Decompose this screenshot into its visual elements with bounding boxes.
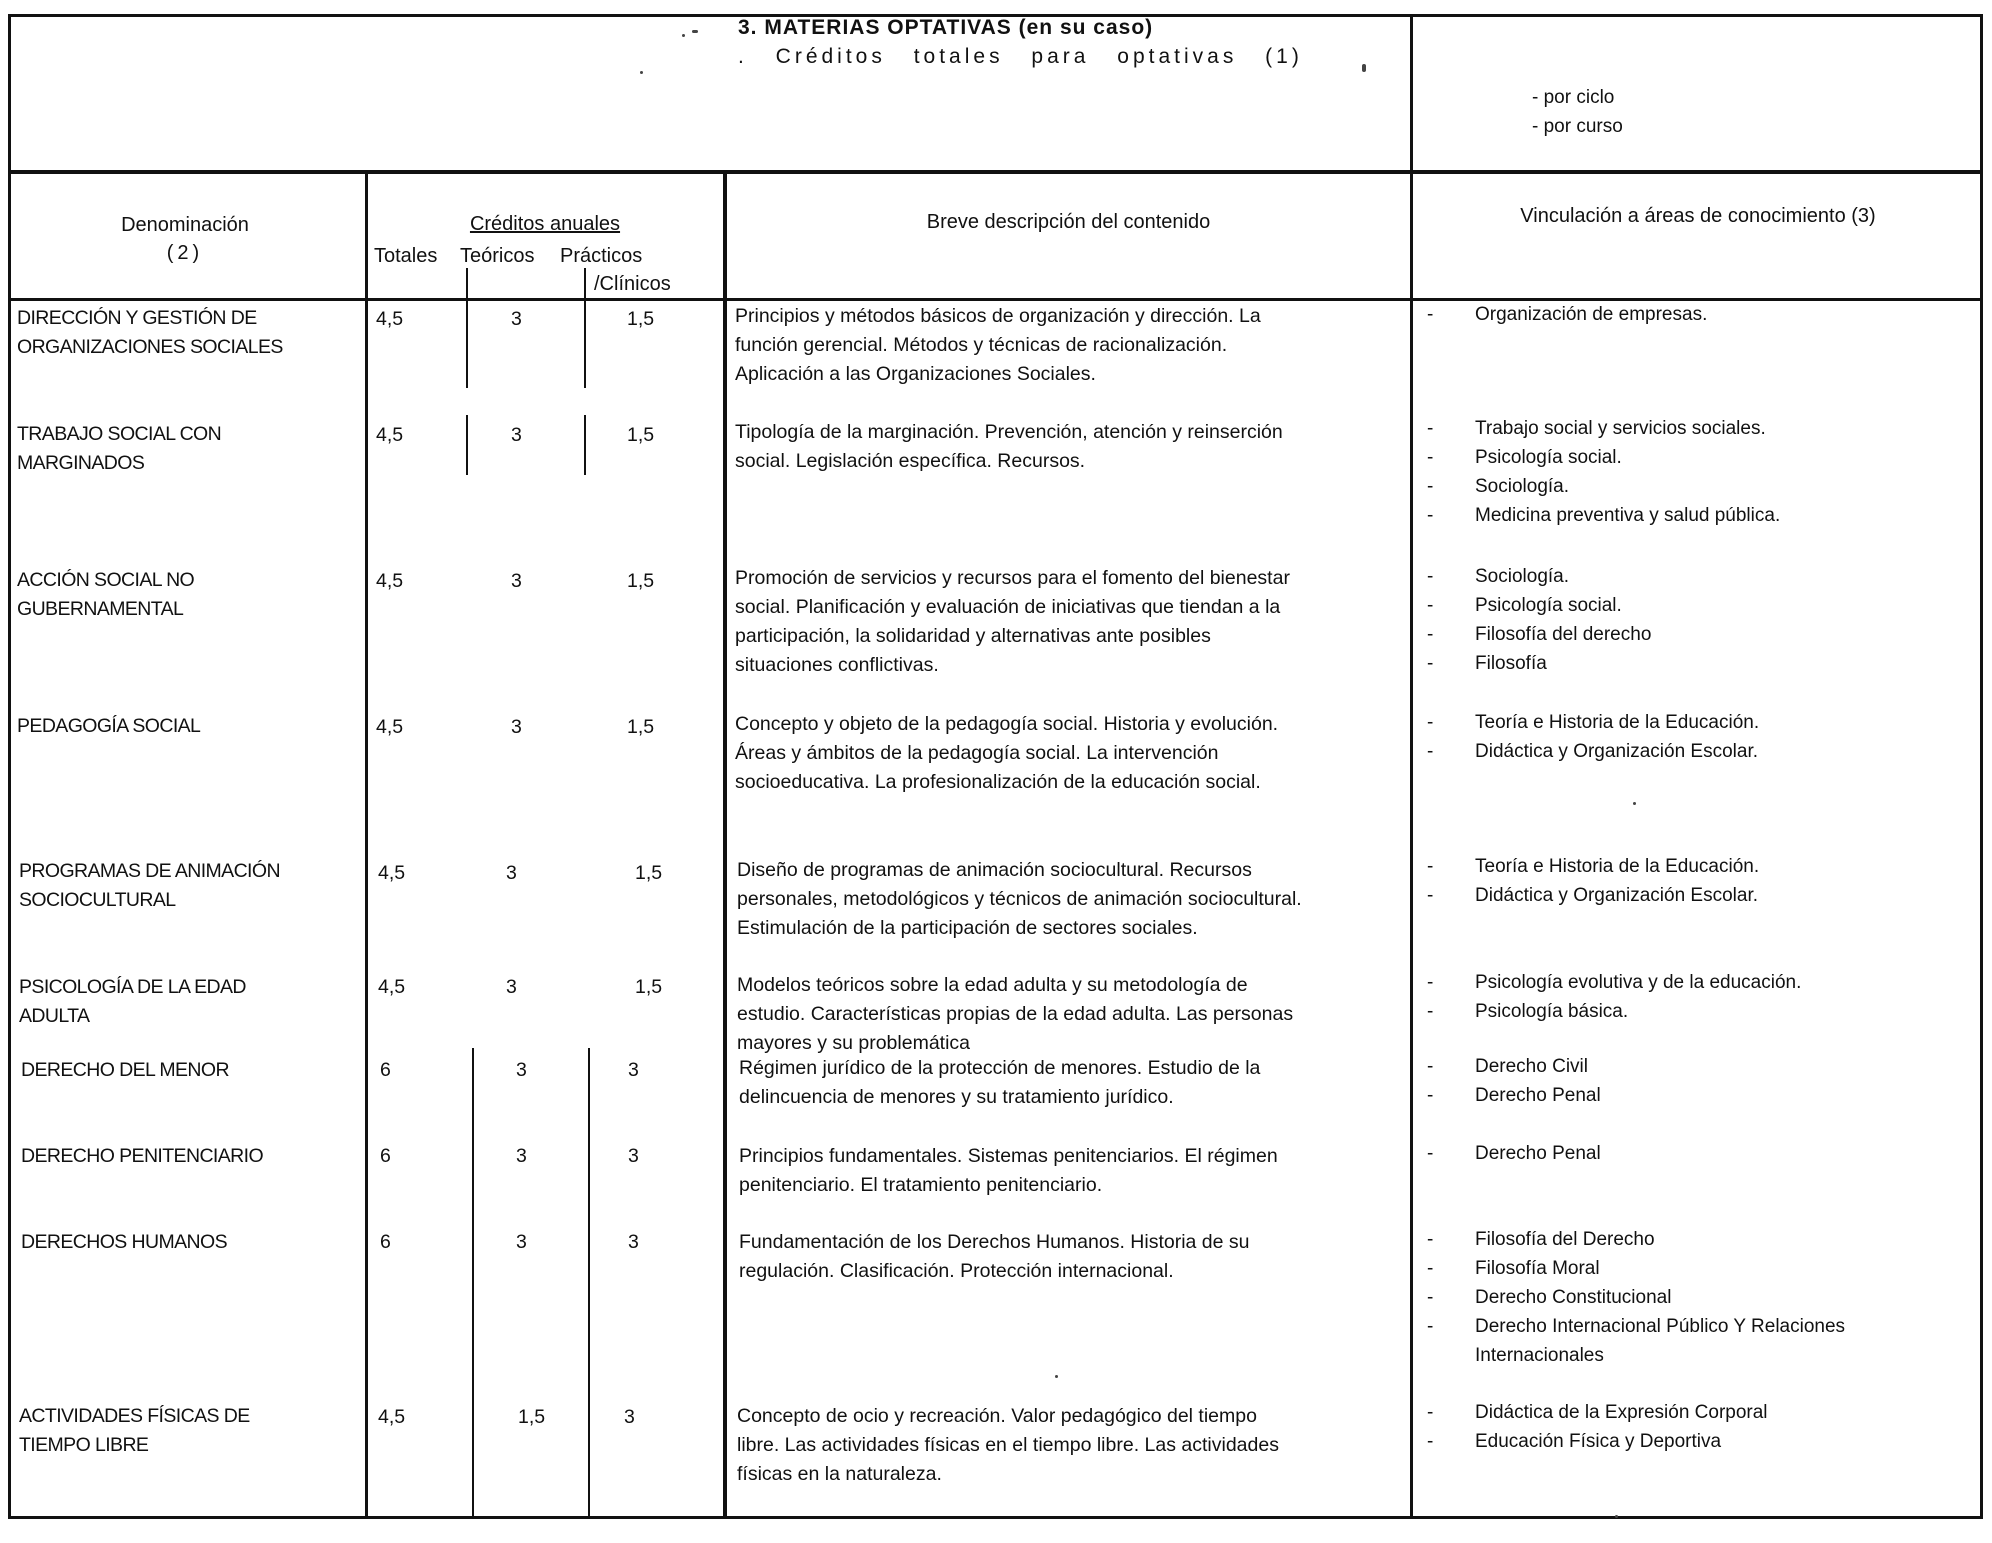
scan-speck (692, 30, 698, 33)
areas-header: Vinculación a áreas de conocimiento (3) (1520, 205, 1876, 227)
row-areas: - Didáctica de la Expresión Corporal - Educación Física y Deportiva (1427, 1398, 1768, 1456)
row-areas: - Psicología evolutiva y de la educación. - Psicología básica. (1427, 968, 1801, 1026)
row-totals: 4,5 (378, 862, 406, 884)
header-divider (8, 170, 1983, 174)
row-practical: 3 (628, 1059, 639, 1081)
clinical-header: /Clínicos (594, 273, 671, 295)
credits-subdivider (584, 300, 586, 388)
row-theory: 3 (506, 976, 517, 998)
row-description: Concepto de ocio y recreación. Valor pedagógico del tiempo libre. Las actividades físicas en el tiempo libre. Las actividades físicas en la naturaleza. (737, 1405, 1279, 1485)
row-areas: - Teoría e Historia de la Educación. - Didáctica y Organización Escolar. (1427, 852, 1759, 910)
row-areas: - Derecho Penal (1427, 1139, 1601, 1168)
row-totals: 4,5 (376, 716, 404, 738)
scan-speck (1615, 1515, 1618, 1518)
row-description: Promoción de servicios y recursos para el fomento del bienestar social. Planificación y evaluación de iniciativas que tiendan a la participación, la solidaridad y alternativas ante posibles situaciones conflictivas. (735, 567, 1290, 676)
row-theory: 3 (511, 570, 522, 592)
row-areas: - Teoría e Historia de la Educación. - Didáctica y Organización Escolar. (1427, 708, 1759, 766)
table-row-name: ACTIVIDADES FÍSICAS DE TIEMPO LIBRE (19, 1405, 250, 1456)
row-theory: 3 (516, 1231, 527, 1253)
annual-credits-header: Créditos anuales (469, 213, 621, 235)
row-totals: 4,5 (376, 308, 404, 330)
row-areas: - Organización de empresas. (1427, 300, 1707, 329)
per-course-label: - por curso (1532, 116, 1623, 137)
table-row-name: DERECHOS HUMANOS (21, 1231, 228, 1253)
row-totals: 4,5 (378, 976, 406, 998)
row-areas: - Derecho Civil - Derecho Penal (1427, 1052, 1601, 1110)
credits-column-divider (723, 172, 727, 1519)
row-description: Diseño de programas de animación sociocultural. Recursos personales, metodológicos y técnicos de animación sociocultural. Estimulación de la participación de sectores sociales. (737, 859, 1302, 939)
description-column-divider (1410, 172, 1413, 1519)
totals-header: Totales (374, 245, 438, 267)
row-practical: 1,5 (627, 716, 655, 738)
row-theory: 3 (511, 308, 522, 330)
scan-speck (640, 71, 643, 74)
credits-underline (466, 298, 476, 301)
credits-subdivider (588, 1048, 590, 1519)
row-practical: 1,5 (627, 308, 655, 330)
row-practical: 1,5 (635, 976, 663, 998)
scan-speck (682, 34, 685, 37)
table-row-name: PEDAGOGÍA SOCIAL (17, 715, 201, 737)
row-totals: 6 (380, 1145, 391, 1167)
row-areas: - Filosofía del Derecho - Filosofía Moral - Derecho Constitucional - Derecho Internacional Público Y Relaciones Internacionales (1427, 1225, 1947, 1370)
row-practical: 1,5 (627, 424, 655, 446)
row-totals: 4,5 (376, 424, 404, 446)
row-practical: 3 (628, 1145, 639, 1167)
credits-subdivider (466, 415, 468, 475)
credits-subdivider (466, 300, 468, 388)
denomination-header: Denominación (121, 214, 249, 236)
table-row-name: DIRECCIÓN Y GESTIÓN DE ORGANIZACIONES SOCIALES (17, 307, 283, 358)
row-description: Principios fundamentales. Sistemas penitenciarios. El régimen penitenciario. El tratamiento penitenciario. (739, 1145, 1278, 1196)
row-totals: 4,5 (378, 1406, 406, 1428)
credits-subdivider (466, 268, 468, 300)
row-practical: 3 (628, 1231, 639, 1253)
scan-speck (1362, 64, 1366, 72)
theory-header: Teóricos (460, 245, 535, 267)
row-theory: 3 (506, 862, 517, 884)
row-description: Régimen jurídico de la protección de menores. Estudio de la delincuencia de menores y su tratamiento jurídico. (739, 1057, 1261, 1108)
row-areas: - Trabajo social y servicios sociales. - Psicología social. - Sociología. - Medicina preventiva y salud pública. (1427, 414, 1780, 530)
table-row-name: PROGRAMAS DE ANIMACIÓN SOCIOCULTURAL (19, 860, 280, 911)
section-title: 3. MATERIAS OPTATIVAS (en su caso) (738, 16, 1154, 39)
optional-credits-label: . Créditos totales para optativas (1) (738, 45, 1303, 68)
row-theory: 3 (511, 424, 522, 446)
row-theory: 3 (516, 1145, 527, 1167)
denomination-note: (2) (166, 242, 204, 264)
row-practical: 1,5 (627, 570, 655, 592)
table-row-name: DERECHO PENITENCIARIO (21, 1145, 264, 1167)
table-row-name: DERECHO DEL MENOR (21, 1059, 229, 1081)
row-practical: 1,5 (635, 862, 663, 884)
credits-subdivider (584, 415, 586, 475)
credits-subdivider (472, 1048, 474, 1519)
row-areas: - Sociología. - Psicología social. - Filosofía del derecho - Filosofía (1427, 562, 1651, 678)
table-row-name: ACCIÓN SOCIAL NO GUBERNAMENTAL (17, 569, 195, 620)
top-right-divider (1410, 14, 1413, 172)
row-description: Tipología de la marginación. Prevención, atención y reinserción social. Legislación específica. Recursos. (735, 421, 1283, 472)
scan-speck (1055, 1375, 1058, 1378)
row-totals: 6 (380, 1059, 391, 1081)
credits-subdivider (584, 268, 586, 300)
table-row-name: TRABAJO SOCIAL CON MARGINADOS (17, 423, 222, 474)
table-row-name: PSICOLOGÍA DE LA EDAD ADULTA (19, 976, 246, 1027)
row-practical: 3 (624, 1406, 635, 1428)
practical-header: Prácticos (560, 245, 643, 267)
row-description: Concepto y objeto de la pedagogía social. Historia y evolución. Áreas y ámbitos de la pedagogía social. La intervención socioeducativa. La profesionalización de la educación social. (735, 713, 1279, 793)
per-cycle-label: - por ciclo (1532, 87, 1615, 108)
row-description: Principios y métodos básicos de organización y dirección. La función gerencial. Métodos y técnicas de racionalización. Aplicación a las Organizaciones Sociales. (735, 305, 1261, 385)
row-theory: 3 (516, 1059, 527, 1081)
row-theory: 1,5 (518, 1406, 546, 1428)
row-description: Fundamentación de los Derechos Humanos. Historia de su regulación. Clasificación. Protección internacional. (739, 1231, 1250, 1282)
name-column-divider (365, 172, 368, 1519)
scan-speck (1633, 802, 1636, 805)
row-description: Modelos teóricos sobre la edad adulta y su metodología de estudio. Características propias de la edad adulta. Las personas mayores y su problemática (737, 974, 1294, 1054)
row-totals: 4,5 (376, 570, 404, 592)
description-header: Breve descripción del contenido (926, 211, 1211, 233)
row-theory: 3 (511, 716, 522, 738)
row-totals: 6 (380, 1231, 391, 1253)
